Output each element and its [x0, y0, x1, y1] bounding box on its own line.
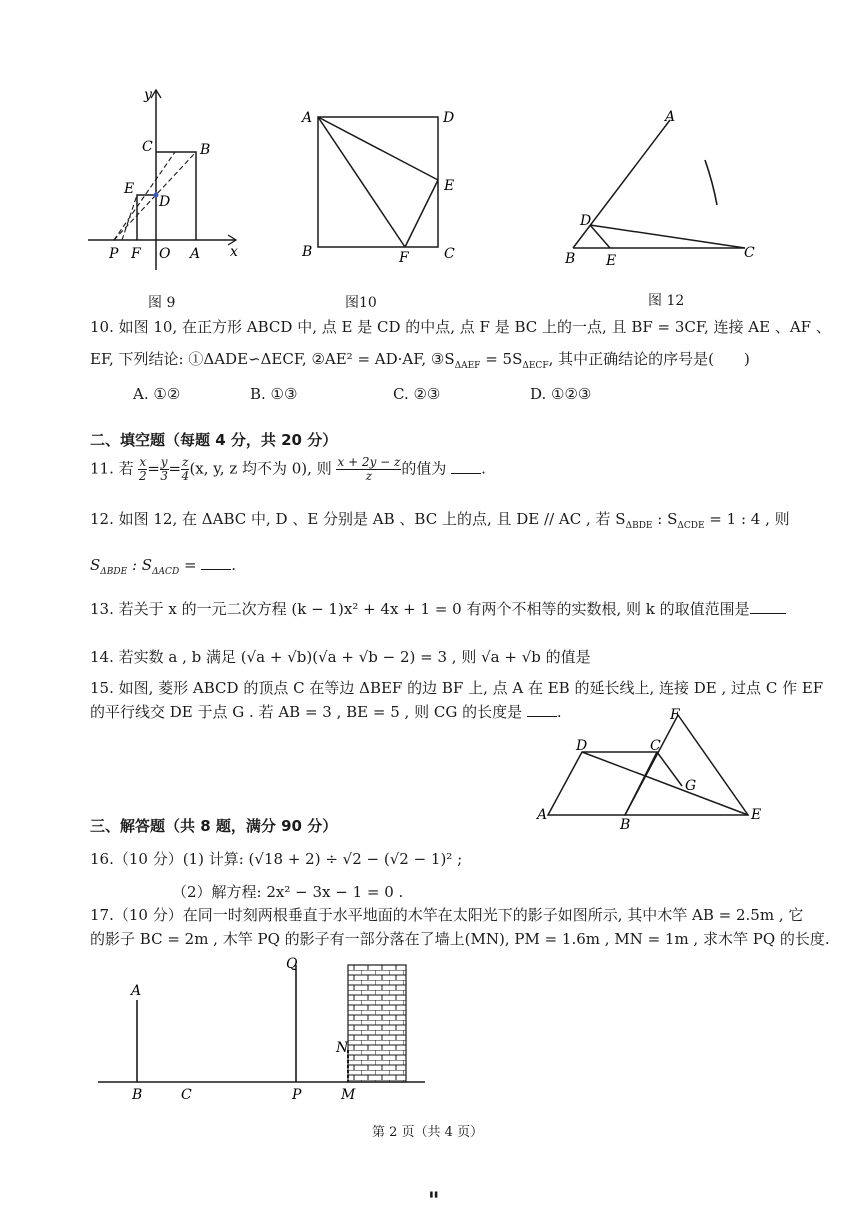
q11-answer-blank[interactable] — [451, 461, 481, 474]
question-10-option-d: D. ①②③ — [530, 385, 592, 403]
figure-9-diagram — [88, 85, 248, 270]
fig10-label-c: C — [444, 246, 455, 262]
question-10-option-c: C. ②③ — [393, 385, 441, 403]
fig15-label-g: G — [685, 778, 697, 794]
fig17-label-b: B — [132, 1087, 143, 1103]
fig15-label-e: E — [751, 807, 762, 823]
question-16-line-1: 16.（10 分）(1) 计算: (√18 + 2) ÷ √2 − (√2 − 1)² ; — [90, 850, 463, 868]
question-14: 14. 若实数 a , b 满足 (√a + √b)(√a + √b − 2) = 3 , 则 √a + √b 的值是 — [90, 648, 591, 666]
question-10-sub-2: ΔECF — [522, 361, 549, 371]
question-10-line-2 — [90, 348, 750, 371]
fig15-label-b: B — [620, 817, 631, 830]
question-15-line-2: 的平行线交 DE 于点 G . 若 AB = 3 , BE = 5 , 则 CG 的长度是 . — [90, 703, 562, 721]
question-10-mid: = 5S — [480, 350, 523, 368]
fig12-label-e: E — [606, 253, 617, 269]
fig10-label-e: E — [444, 178, 455, 194]
q11-mid: (x, y, z 均不为 0), 则 — [189, 459, 332, 478]
fig17-label-q: Q — [286, 956, 298, 972]
fig9-label-d: D — [159, 194, 171, 210]
fig15-label-d: D — [576, 738, 588, 754]
section-2-heading: 二、填空题（每题 4 分，共 20 分） — [90, 431, 338, 449]
q12-answer-blank[interactable] — [201, 557, 231, 570]
fig9-label-b: B — [200, 142, 211, 158]
figure-15-diagram — [530, 705, 770, 830]
fig12-label-b: B — [565, 251, 576, 267]
fig9-label-f: F — [131, 246, 141, 262]
figure-9-caption: 图 9 — [148, 295, 176, 311]
fig15-label-c: C — [650, 738, 661, 754]
question-10-line-2-text: EF, 下列结论: ①ΔADE∽ΔECF, ②AE² = AD·AF, ③S — [90, 350, 455, 368]
fig10-label-d: D — [443, 110, 455, 126]
question-15-line-1: 15. 如图, 菱形 ABCD 的顶点 C 在等边 ΔBEF 的边 BF 上, 点 A 在 EB 的延长线上, 连接 DE , 过点 C 作 EF — [90, 679, 824, 697]
question-10-tail: , 其中正确结论的序号是( ) — [548, 350, 750, 368]
fig17-label-c: C — [181, 1087, 192, 1103]
figure-17-diagram — [95, 950, 435, 1105]
fig9-label-y: y — [144, 87, 152, 103]
fig10-label-b: B — [302, 244, 313, 260]
section-3-heading: 三、解答题（共 8 题，满分 90 分） — [90, 817, 338, 835]
question-12-line-2: $S_{\Delta BDE}$ : $S_{\Delta ACD}$ = . — [90, 556, 237, 577]
fig9-label-e: E — [124, 181, 135, 197]
page-footer: 第 2 页（共 4 页） — [372, 1125, 484, 1140]
fig15-label-f: F — [670, 707, 680, 723]
fig17-label-m: M — [341, 1087, 356, 1103]
figure-10-diagram — [298, 100, 468, 265]
fig12-label-a: A — [665, 109, 676, 125]
question-17-line-1: 17.（10 分）在同一时刻两根垂直于水平地面的木竿在太阳光下的影子如图所示, 其中木竿 AB = 2.5m , 它 — [90, 906, 804, 924]
q11-frac-2: $\frac{y}{3}$ — [160, 455, 168, 483]
fig17-label-n: N — [336, 1040, 349, 1056]
q13-answer-blank[interactable] — [750, 601, 786, 614]
figure-10-caption: 图10 — [345, 295, 377, 311]
fig9-label-c: C — [142, 139, 153, 155]
fig9-label-x: x — [230, 244, 238, 260]
fig9-label-o: O — [159, 246, 171, 262]
question-17-line-2: 的影子 BC = 2m , 木竿 PQ 的影子有一部分落在了墙上(MN), PM = 1.6m , MN = 1m , 求木竿 PQ 的长度. — [90, 930, 830, 948]
q11-frac-4: $\frac{x + 2y - z}{z}$ — [337, 455, 401, 483]
question-12-line-1: 12. 如图 12, 在 ΔABC 中, D 、E 分别是 AB 、BC 上的点, 且 DE // AC , 若 $S_{\Delta BDE}$ : $S_{\Delta CDE} = 1$ : 4 , 则 — [90, 510, 790, 531]
q11-suffix: 的值为 — [401, 459, 447, 478]
question-16-line-2: （2）解方程: 2x² − 3x − 1 = 0 . — [172, 883, 404, 901]
q11-prefix: 11. 若 — [90, 459, 134, 478]
question-10-option-b: B. ①③ — [250, 385, 298, 403]
question-10-line-1: 10. 如图 10, 在正方形 ABCD 中, 点 E 是 CD 的中点, 点 F 是 BC 上的一点, 且 BF = 3CF, 连接 AE 、AF 、 — [90, 318, 831, 336]
bottom-mark: " — [428, 1188, 440, 1214]
figure-12-diagram — [555, 105, 765, 270]
q11-frac-1: $\frac{x}{2}$ — [138, 455, 147, 483]
q11-frac-3: $\frac{z}{4}$ — [181, 455, 190, 483]
fig17-label-a: A — [131, 983, 142, 999]
question-13: 13. 若关于 x 的一元二次方程 (k − 1)x² + 4x + 1 = 0 有两个不相等的实数根, 则 k 的取值范围是 — [90, 598, 786, 619]
figure-12-caption: 图 12 — [648, 293, 685, 309]
fig10-label-a: A — [302, 110, 313, 126]
fig9-label-p: P — [109, 246, 119, 262]
fig10-label-f: F — [399, 250, 409, 265]
question-10-option-a: A. ①② — [133, 385, 181, 403]
fig17-label-p: P — [292, 1087, 302, 1103]
fig12-label-c: C — [744, 245, 755, 261]
fig9-label-a: A — [190, 246, 201, 262]
fig12-label-d: D — [580, 213, 592, 229]
question-11: 11. 若 $\frac{x}{2}$ = $\frac{y}{3}$ = $\frac{z}{4}$ (x, y, z 均不为 0), 则 $\frac{x + 2y - z}{z}$ 的值为 . — [90, 455, 486, 483]
question-10-sub-1: ΔAEF — [454, 361, 481, 371]
fig15-label-a: A — [537, 807, 548, 823]
